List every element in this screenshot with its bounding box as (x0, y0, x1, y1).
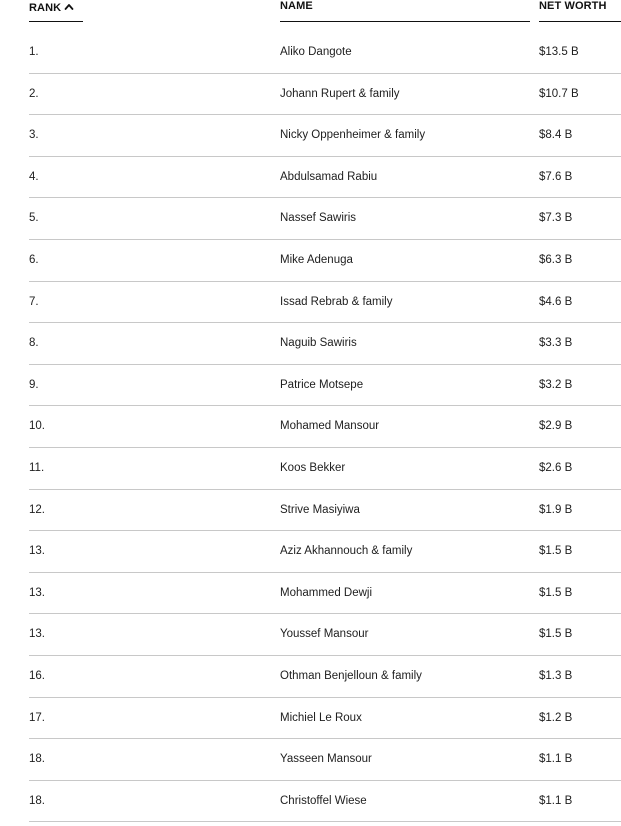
name-cell[interactable]: Mohamed Mansour (280, 420, 380, 433)
name-cell[interactable]: Othman Benjelloun & family (280, 669, 422, 682)
net-worth-cell: $1.5 B (539, 628, 573, 641)
table-row[interactable] (29, 656, 621, 698)
name-cell[interactable]: Koos Bekker (280, 461, 346, 474)
net-worth-header-label: NET WORTH (539, 0, 607, 12)
rank-cell: 18. (29, 794, 45, 807)
name-cell[interactable]: Issad Rebrab & family (280, 295, 393, 308)
net-worth-cell: $8.4 B (539, 129, 573, 142)
rank-cell: 4. (29, 170, 39, 183)
name-cell[interactable]: Abdulsamad Rabiu (280, 170, 378, 183)
name-cell[interactable]: Johann Rupert & family (280, 87, 400, 100)
table-row[interactable] (29, 74, 621, 116)
name-cell[interactable]: Aziz Akhannouch & family (280, 545, 413, 558)
table-row[interactable] (29, 240, 621, 282)
rank-cell: 10. (29, 420, 45, 433)
name-cell[interactable]: Christoffel Wiese (280, 794, 367, 807)
net-worth-cell: $1.1 B (539, 794, 573, 807)
rank-cell: 13. (29, 628, 45, 641)
net-worth-cell: $1.1 B (539, 753, 573, 766)
rank-cell: 12. (29, 503, 45, 516)
table-row[interactable] (29, 282, 621, 324)
net-worth-cell: $13.5 B (539, 46, 579, 58)
rank-cell: 17. (29, 711, 45, 724)
table-row[interactable] (29, 739, 621, 781)
net-worth-cell: $1.5 B (539, 586, 573, 599)
net-worth-cell: $1.9 B (539, 503, 573, 516)
net-worth-cell: $1.2 B (539, 711, 573, 724)
table-row[interactable] (29, 698, 621, 740)
table-row[interactable] (29, 490, 621, 532)
name-cell[interactable]: Nassef Sawiris (280, 212, 357, 225)
net-worth-cell: $1.3 B (539, 669, 573, 682)
billionaires-table (29, 0, 621, 807)
table-row[interactable] (29, 157, 621, 199)
net-worth-cell: $7.6 B (539, 170, 573, 183)
net-worth-cell: $4.6 B (539, 295, 573, 308)
table-row[interactable] (29, 115, 621, 157)
name-cell[interactable]: Mohammed Dewji (280, 586, 373, 599)
rank-cell: 18. (29, 753, 45, 766)
rank-column-header[interactable] (29, 2, 83, 22)
table-row[interactable] (29, 198, 621, 240)
net-worth-cell: $1.5 B (539, 545, 573, 558)
rank-cell: 13. (29, 586, 45, 599)
table-row[interactable] (29, 32, 621, 74)
table-row[interactable] (29, 323, 621, 365)
name-cell[interactable]: Aliko Dangote (280, 46, 352, 58)
chevron-up-icon (64, 2, 74, 12)
net-worth-cell: $3.3 B (539, 337, 573, 350)
rank-cell: 1. (29, 46, 39, 58)
rank-cell: 3. (29, 129, 39, 142)
name-cell[interactable]: Yasseen Mansour (280, 753, 372, 766)
name-cell[interactable]: Mike Adenuga (280, 253, 353, 266)
table-row[interactable] (29, 531, 621, 573)
name-cell[interactable]: Patrice Motsepe (280, 378, 364, 391)
rank-cell: 8. (29, 337, 39, 350)
table-row[interactable] (29, 614, 621, 656)
rank-cell: 6. (29, 253, 39, 266)
table-row[interactable] (29, 573, 621, 615)
net-worth-column-header[interactable] (539, 0, 621, 22)
rank-cell: 11. (29, 461, 45, 474)
table-row[interactable] (29, 448, 621, 490)
name-cell[interactable]: Michiel Le Roux (280, 711, 362, 724)
name-header-label: NAME (280, 0, 313, 12)
net-worth-cell: $6.3 B (539, 253, 573, 266)
rank-cell: 16. (29, 669, 45, 682)
rank-cell: 2. (29, 87, 39, 100)
table-header (29, 0, 621, 23)
table-row[interactable] (29, 406, 621, 448)
net-worth-cell: $2.6 B (539, 461, 573, 474)
table-body (29, 32, 621, 822)
net-worth-cell: $10.7 B (539, 87, 579, 100)
net-worth-cell: $7.3 B (539, 212, 573, 225)
name-cell[interactable]: Strive Masiyiwa (280, 503, 360, 516)
rank-header-label: RANK (29, 2, 62, 14)
net-worth-cell: $2.9 B (539, 420, 573, 433)
name-cell[interactable]: Youssef Mansour (280, 628, 369, 641)
name-cell[interactable]: Naguib Sawiris (280, 337, 357, 350)
table-row[interactable] (29, 365, 621, 407)
rank-cell: 13. (29, 545, 45, 558)
rank-cell: 5. (29, 212, 39, 225)
table-row[interactable] (29, 781, 621, 823)
rank-cell: 9. (29, 378, 39, 391)
name-cell[interactable]: Nicky Oppenheimer & family (280, 129, 426, 142)
name-column-header[interactable] (280, 0, 530, 22)
net-worth-cell: $3.2 B (539, 378, 573, 391)
rank-cell: 7. (29, 295, 39, 308)
